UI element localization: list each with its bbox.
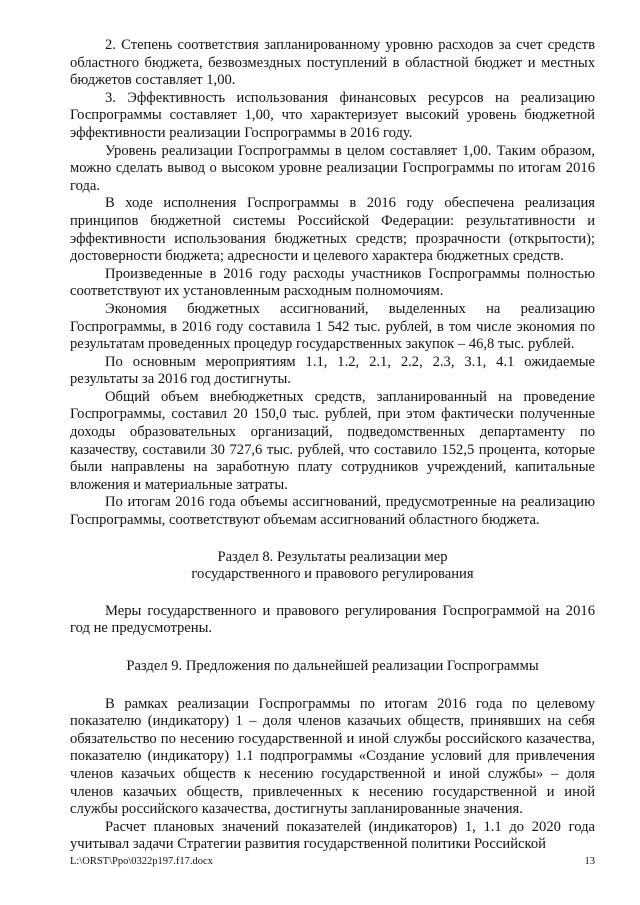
paragraph: Общий объем внебюджетных средств, запланированный на проведение Госпрограммы, составил 20 150,0 тыс. рублей, при этом фактически полученные доходы образовательных организаций, подведомственных департаменту по казачеству, составили 30 727,6 тыс. рублей, что составило 152,5 процента, которые были направлены на заработную плату сотрудников учреждений, капитальные вложения и материальные затраты.: [70, 388, 595, 493]
paragraph: По основным мероприятиям 1.1, 1.2, 2.1, 2.2, 2.3, 3.1, 4.1 ожидаемые результаты за 2016 год достигнуты.: [70, 353, 595, 388]
paragraph: Экономия бюджетных ассигнований, выделенных на реализацию Госпрограммы, в 2016 году составила 1 542 тыс. рублей, в том числе экономия по результатам проведенных процедур государственных закупок – 46,8 тыс. рублей.: [70, 300, 595, 353]
section-8-paragraph: Меры государственного и правового регулирования Госпрограммой на 2016 год не предусмотрены.: [70, 602, 595, 637]
section-8-heading: [70, 549, 595, 584]
section-8-heading-line1: Раздел 8. Результаты реализации мер: [217, 548, 448, 565]
paragraph: 2. Степень соответствия запланированному уровню расходов за счет средств областного бюджета, безвозмездных поступлений в областной бюджет и местных бюджетов составляет 1,00.: [70, 37, 595, 89]
paragraph: По итогам 2016 года объемы ассигнований, предусмотренные на реализацию Госпрограммы, соответствуют объемам ассигнований областного бюджета.: [70, 494, 595, 529]
paragraph: Произведенные в 2016 году расходы участников Госпрограммы полностью соответствуют их установленным расходным полномочиям.: [70, 265, 595, 300]
section-9-paragraph: Расчет плановых значений показателей (индикаторов) 1, 1.1 до 2020 года учитывал задачи Стратегии развития государственной политики Российской: [70, 818, 595, 853]
document-body: [70, 37, 595, 854]
footer-page-number: 13: [584, 856, 595, 867]
paragraph: 3. Эффективность использования финансовых ресурсов на реализацию Госпрограммы составляет 1,00, что характеризует высокий уровень бюджетной эффективности реализации Госпрограммы в 2016 году.: [70, 89, 595, 141]
section-8-heading-line2: государственного и правового регулирования: [191, 566, 474, 583]
paragraph: В ходе исполнения Госпрограммы в 2016 году обеспечена реализация принципов бюджетной системы Российской Федерации: результативности и эффективности использования бюджетных средств; прозрачности (открытости); достоверности бюджета; адресности и целевого характера бюджетных средств.: [70, 195, 595, 265]
section-9-heading: Раздел 9. Предложения по дальнейшей реализации Госпрограммы: [126, 658, 539, 674]
paragraph: Уровень реализации Госпрограммы в целом составляет 1,00. Таким образом, можно сделать вывод о высоком уровне реализации Госпрограммы по итогам 2016 года.: [70, 142, 595, 194]
section-9-paragraph: В рамках реализации Госпрограммы по итогам 2016 года по целевому показателю (индикатору) 1 – доля членов казачьих обществ, принявших на себя обязательство по несению государственной и иной службы российского казачества, показателю (индикатору) 1.1 подпрограммы «Создание условий для привлечения членов казачьих обществ к несению государственной и иной службы» – доля членов казачьих обществ, привлеченных к несению государственной и иной службы российского казачества, достигнуты запланированные значения.: [70, 695, 595, 818]
footer-file-path: L:\ORST\Ppo\0322p197.f17.docx: [70, 856, 213, 867]
